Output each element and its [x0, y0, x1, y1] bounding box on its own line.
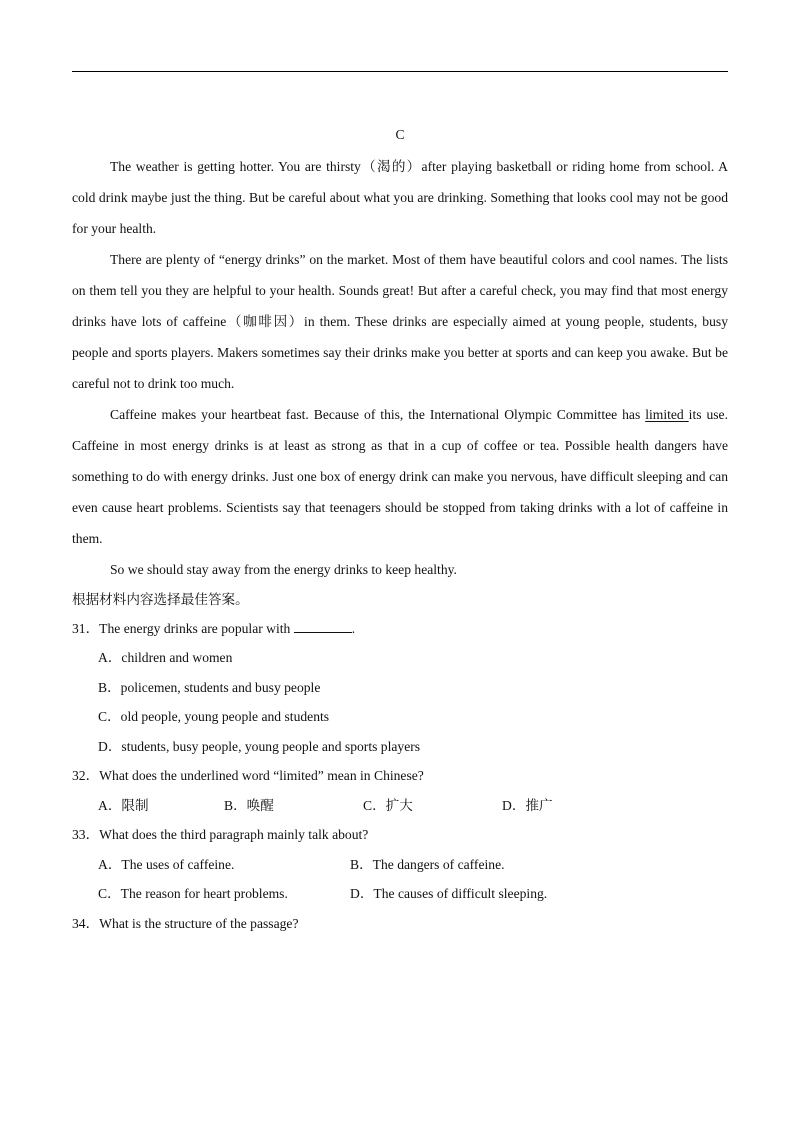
question-33-options-row-1 [72, 850, 728, 880]
passage-paragraph-1: The weather is getting hotter. You are thirsty（渴的）after playing basketball or riding home from school. A cold drink maybe just the thing. But be careful about what you are drinking. Something that looks cool may not be good for your health. [72, 159, 728, 237]
question-31-text: 31．The energy drinks are popular with [72, 620, 291, 636]
question-32-option-d: D．推广 [502, 797, 553, 813]
underlined-word-limited: limited [645, 406, 689, 422]
question-32-option-a: A．限制 [98, 797, 149, 813]
document-body [72, 122, 728, 938]
question-31-option-c: C．old people, young people and students [98, 709, 330, 725]
header-rule [72, 71, 728, 72]
question-33-stem: 33．What does the third paragraph mainly talk about? [72, 827, 369, 843]
question-31-option-d: D．students, busy people, young people and sports players [98, 738, 421, 754]
question-31-stem [72, 614, 728, 644]
passage-paragraph-2: There are plenty of “energy drinks” on the market. Most of them have beautiful colors and cool names. The lists on them tell you they are helpful to your health. Sounds great! But after a careful check, you may find that most energy drinks have lots of caffeine（咖啡因）in them. These drinks are especially aimed at young people, students, busy people and sports players. Makers sometimes say their drinks make you better at sports and can keep you awake. But be careful not to drink too much. [72, 251, 728, 392]
passage-paragraph-3 [72, 399, 728, 555]
instruction-text: 根据材料内容选择最佳答案。 [72, 591, 249, 607]
question-32-options [72, 791, 728, 821]
section-label: C [395, 127, 405, 142]
answer-blank [294, 619, 352, 633]
paragraph-3-text-before: Caffeine makes your heartbeat fast. Because of this, the International Olympic Committee has [110, 406, 646, 422]
question-31-option-a: A．children and women [98, 650, 233, 666]
question-32-stem: 32．What does the underlined word “limited” mean in Chinese? [72, 768, 424, 784]
question-33-option-a: A．The uses of caffeine. [98, 856, 235, 872]
question-33-option-b: B．The dangers of caffeine. [350, 856, 505, 872]
question-32-option-b: B．唤醒 [224, 797, 274, 813]
question-32-option-c: C．扩大 [363, 797, 413, 813]
question-33-options-row-2 [72, 879, 728, 909]
question-33-option-d: D．The causes of difficult sleeping. [350, 886, 548, 902]
paragraph-3-text-after: its use. Caffeine in most energy drinks is at least as strong as that in a cup of coffee or tea. Possible health dangers have something to do with energy drinks. Just one box of energy drink can make you nervous, have difficult sleeping and can even cause heart problems. Scientists say that teenagers should be stopped from taking drinks with a lot of caffeine in them. [72, 406, 728, 547]
question-34-stem: 34．What is the structure of the passage? [72, 915, 299, 931]
question-33-option-c: C．The reason for heart problems. [98, 886, 288, 902]
question-31-end: . [351, 620, 356, 636]
question-31-option-b: B．policemen, students and busy people [98, 679, 321, 695]
passage-paragraph-4: So we should stay away from the energy drinks to keep healthy. [110, 561, 457, 577]
